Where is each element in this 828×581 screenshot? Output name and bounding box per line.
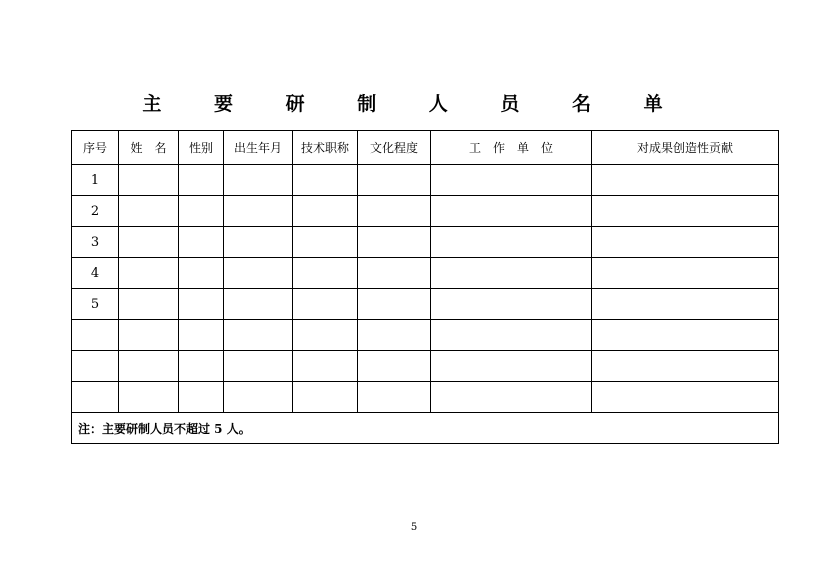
- education-cell: [358, 258, 431, 289]
- work-unit-cell: [431, 258, 592, 289]
- birth-date-cell: [224, 351, 293, 382]
- header-seq: 序号: [72, 131, 119, 165]
- contribution-cell: [592, 351, 779, 382]
- gender-cell: [179, 196, 224, 227]
- contribution-cell: [592, 196, 779, 227]
- title-cell: [293, 289, 358, 320]
- education-cell: [358, 320, 431, 351]
- table-row: [72, 165, 779, 196]
- work-unit-cell: [431, 382, 592, 413]
- table-row: [72, 351, 779, 382]
- contribution-cell: [592, 258, 779, 289]
- table-header-row: [72, 131, 779, 165]
- title-cell: [293, 382, 358, 413]
- education-cell: [358, 351, 431, 382]
- education-cell: [358, 196, 431, 227]
- name-cell: [119, 227, 179, 258]
- name-cell: [119, 289, 179, 320]
- header-title: 技术职称: [293, 131, 358, 165]
- work-unit-cell: [431, 289, 592, 320]
- gender-cell: [179, 382, 224, 413]
- gender-cell: [179, 320, 224, 351]
- table-row: [72, 258, 779, 289]
- header-gender: 性别: [179, 131, 224, 165]
- header-birth-date: 出生年月: [224, 131, 293, 165]
- name-cell: [119, 320, 179, 351]
- work-unit-cell: [431, 320, 592, 351]
- header-work-unit: 工 作 单 位: [431, 131, 592, 165]
- contribution-cell: [592, 289, 779, 320]
- table-note: 注：主要研制人员不超过 5 人。: [72, 413, 779, 444]
- work-unit-cell: [431, 227, 592, 258]
- table-row: [72, 196, 779, 227]
- row-seq: 3: [72, 227, 119, 258]
- birth-date-cell: [224, 227, 293, 258]
- personnel-table: [71, 130, 779, 444]
- title-cell: [293, 258, 358, 289]
- page-number: 5: [410, 522, 418, 533]
- table-row: [72, 320, 779, 351]
- education-cell: [358, 227, 431, 258]
- contribution-cell: [592, 227, 779, 258]
- gender-cell: [179, 289, 224, 320]
- header-name: 姓 名: [119, 131, 179, 165]
- row-seq: [72, 382, 119, 413]
- title-cell: [293, 320, 358, 351]
- birth-date-cell: [224, 289, 293, 320]
- contribution-cell: [592, 165, 779, 196]
- title-cell: [293, 165, 358, 196]
- birth-date-cell: [224, 382, 293, 413]
- gender-cell: [179, 165, 224, 196]
- education-cell: [358, 382, 431, 413]
- row-seq: 5: [72, 289, 119, 320]
- birth-date-cell: [224, 196, 293, 227]
- header-education: 文化程度: [358, 131, 431, 165]
- education-cell: [358, 165, 431, 196]
- row-seq: 4: [72, 258, 119, 289]
- birth-date-cell: [224, 165, 293, 196]
- title-cell: [293, 196, 358, 227]
- table-row: [72, 227, 779, 258]
- education-cell: [358, 289, 431, 320]
- page-title: 主 要 研 制 人 员 名 单: [142, 93, 686, 115]
- work-unit-cell: [431, 351, 592, 382]
- gender-cell: [179, 227, 224, 258]
- header-contribution: 对成果创造性贡献: [592, 131, 779, 165]
- name-cell: [119, 196, 179, 227]
- name-cell: [119, 165, 179, 196]
- birth-date-cell: [224, 320, 293, 351]
- table-row: [72, 382, 779, 413]
- name-cell: [119, 351, 179, 382]
- birth-date-cell: [224, 258, 293, 289]
- contribution-cell: [592, 320, 779, 351]
- work-unit-cell: [431, 196, 592, 227]
- name-cell: [119, 258, 179, 289]
- row-seq: [72, 320, 119, 351]
- title-cell: [293, 351, 358, 382]
- name-cell: [119, 382, 179, 413]
- work-unit-cell: [431, 165, 592, 196]
- table-row: [72, 289, 779, 320]
- contribution-cell: [592, 382, 779, 413]
- title-cell: [293, 227, 358, 258]
- gender-cell: [179, 351, 224, 382]
- note-row: [72, 413, 779, 444]
- row-seq: [72, 351, 119, 382]
- row-seq: 1: [72, 165, 119, 196]
- row-seq: 2: [72, 196, 119, 227]
- gender-cell: [179, 258, 224, 289]
